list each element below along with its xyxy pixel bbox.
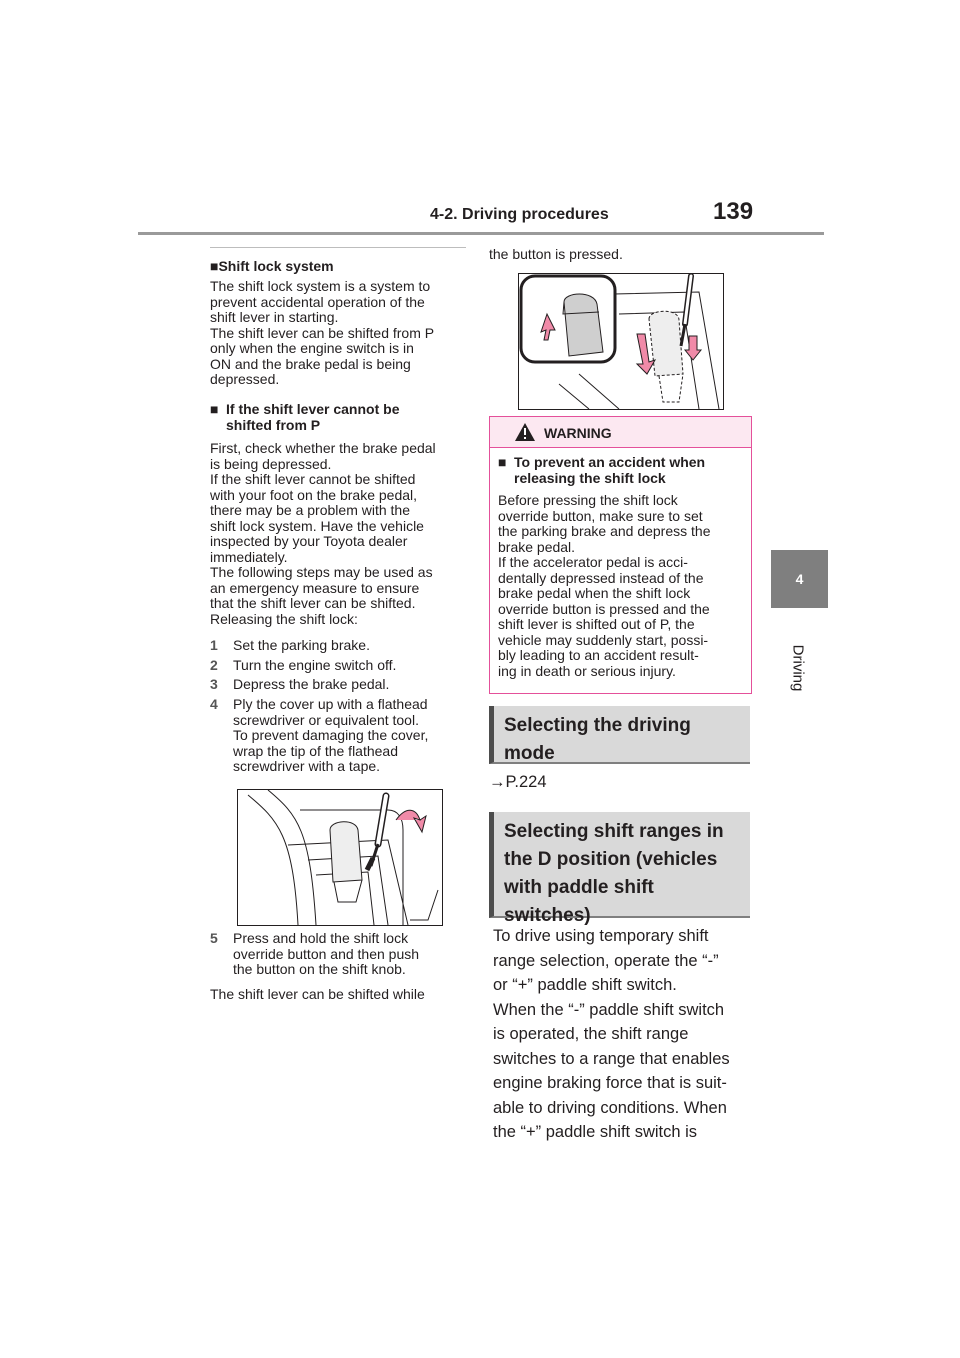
chapter-tab-number: 4 — [771, 550, 828, 608]
subheading-cannot-shift: ■ If the shift lever cannot be shifted from P — [210, 401, 400, 433]
page-reference: →P.224 — [489, 773, 547, 791]
warning-triangle-icon — [514, 422, 536, 442]
paragraph-cannot-shift: First, check whether the brake pedal is being depressed. If the shift lever cannot be shifted with your foot on the brake pedal, there may be a problem with the shift lock system. Have the vehicle inspected by your Toyota dealer immediately. The following steps may be used as an emergency measure to ensure that the shift lever can be shifted. Releasing the shift lock: — [210, 440, 436, 627]
figure-pry-cover — [237, 789, 443, 926]
page-number: 139 — [713, 198, 754, 225]
warning-title: ■ To prevent an accident when releasing the shift lock — [498, 454, 706, 486]
subheading-shift-lock: ■Shift lock system — [210, 258, 334, 274]
warning-label: WARNING — [544, 425, 612, 441]
heading-shift-ranges: Selecting shift ranges in the D position (vehicles with paddle shift switches) — [489, 812, 750, 918]
step-5: 5 Press and hold the shift lock override button and then push the button on the shift knob. — [210, 930, 420, 977]
warning-box — [489, 416, 752, 694]
illustration-shift-lever-cover — [238, 790, 442, 925]
chapter-tab-label: Driving — [789, 644, 807, 692]
paragraph-shift-lock: The shift lock system is a system to prevent accidental operation of the shift lever in starting. The shift lever can be shifted from P only when the engine switch is in ON and the brake pedal is being depressed. — [210, 278, 435, 387]
warning-body: Before pressing the shift lock override button, make sure to set the parking brake and depress the brake pedal. If the accelerator pedal is acci- dentally depressed instead of the brake pedal when the shift lock override button is pressed and the shift lever is shifted out of P, the vehicle may suddenly start, possi- bly leading to an accident result- ing in death or serious injury. — [498, 492, 711, 679]
step-2: 2 Turn the engine switch off. — [210, 657, 397, 673]
warning-header — [490, 417, 751, 448]
step-1: 1 Set the parking brake. — [210, 637, 370, 653]
paragraph-paddle-shift: To drive using temporary shift range selection, operate the “-” or “+” paddle shift switch. When the “-” paddle shift switch is operated, the shift range switches to a range that enables engine braking force that is suit- able to driving conditions. When the “+” paddle shift switch is — [493, 927, 730, 1141]
header-rule — [138, 232, 824, 235]
section-title: 4-2. Driving procedures — [430, 206, 609, 223]
paragraph-can-shift: The shift lever can be shifted while — [210, 986, 425, 1002]
column-rule — [210, 247, 466, 248]
step-3: 3 Depress the brake pedal. — [210, 676, 390, 692]
heading-driving-mode: Selecting the driving mode — [489, 706, 750, 764]
figure-press-override — [518, 273, 724, 410]
illustration-override-button — [519, 274, 723, 409]
step-4: 4 Ply the cover up with a flathead screwdriver or equivalent tool. To prevent damaging the cover, wrap the tip of the flathead screwdriver with a tape. — [210, 696, 429, 774]
paragraph-button-pressed: the button is pressed. — [489, 246, 623, 262]
